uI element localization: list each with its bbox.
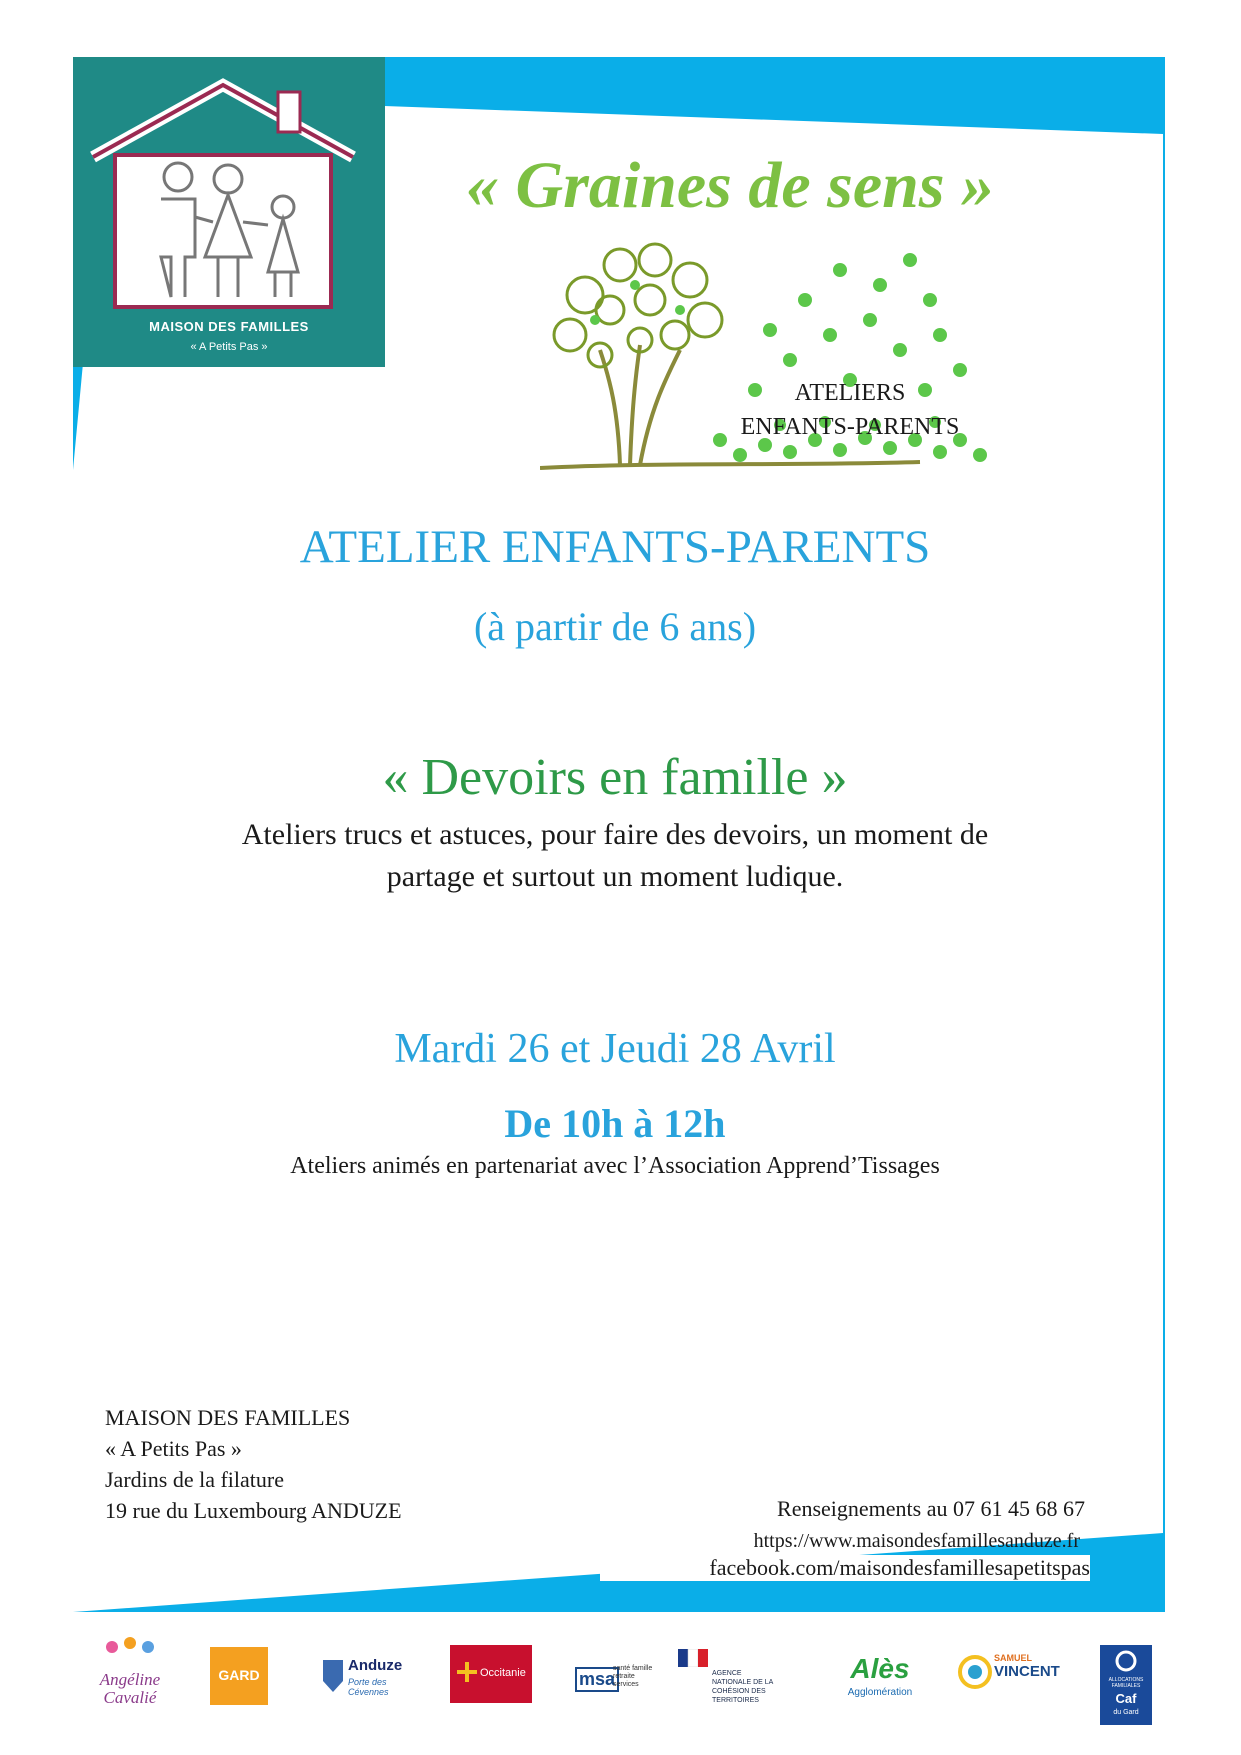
vincent-text: VINCENT bbox=[994, 1663, 1060, 1680]
occitan-cross-icon bbox=[456, 1661, 478, 1683]
ales-logo bbox=[830, 1653, 930, 1705]
partner-note: Ateliers animés en partenariat avec l’Association Apprend’Tissages bbox=[290, 1153, 940, 1179]
address-line3: Jardins de la filature bbox=[105, 1467, 284, 1492]
anduze-crest-icon bbox=[322, 1659, 344, 1693]
marianne-flag-icon bbox=[678, 1649, 708, 1667]
atelier-heading: ATELIER ENFANTS-PARENTS bbox=[299, 521, 931, 573]
caf-text: Caf bbox=[1115, 1691, 1137, 1706]
occitanie-text: Occitanie bbox=[480, 1667, 526, 1679]
occitanie-logo bbox=[450, 1645, 532, 1703]
angeline-cavalie-logo bbox=[80, 1637, 180, 1717]
anct-logo bbox=[678, 1647, 778, 1709]
ales-subtitle: Agglomération bbox=[847, 1687, 913, 1698]
description-line2: partage et surtout un moment ludique. bbox=[386, 860, 844, 893]
samuel-vincent-logo bbox=[958, 1649, 1068, 1701]
event-time: De 10h à 12h bbox=[504, 1101, 726, 1146]
anduze-text: Anduze bbox=[348, 1657, 403, 1674]
logo-title: MAISON DES FAMILLES bbox=[149, 319, 309, 334]
ales-text: Alès bbox=[850, 1653, 910, 1684]
caf-subtitle: du Gard bbox=[1113, 1709, 1139, 1716]
vincent-top-text: SAMUEL bbox=[994, 1653, 1032, 1663]
tree-illustration bbox=[540, 240, 1000, 490]
description-line1: Ateliers trucs et astuces, pour faire des devoirs, un moment de bbox=[241, 818, 989, 851]
tree-caption-line1: ATELIERS bbox=[794, 380, 906, 406]
contact-phone: Renseignements au 07 61 45 68 67 bbox=[777, 1496, 1085, 1521]
caf-emblem-icon bbox=[1114, 1649, 1138, 1673]
angeline-text: Angéline Cavalié bbox=[99, 1670, 161, 1707]
gard-text: GARD bbox=[218, 1667, 260, 1683]
figures-icon bbox=[100, 1637, 160, 1667]
address-line4: 19 rue du Luxembourg ANDUZE bbox=[105, 1498, 402, 1523]
partner-logos bbox=[60, 1625, 1190, 1745]
caf-top-text: ALLOCATIONS FAMILIALES bbox=[1108, 1677, 1144, 1689]
maison-des-familles-logo bbox=[73, 57, 385, 367]
anduze-subtitle: Porte des Cévennes bbox=[348, 1677, 389, 1697]
runner-icon bbox=[958, 1655, 992, 1689]
house-family-icon bbox=[73, 57, 385, 317]
address-block bbox=[105, 1402, 525, 1526]
caf-logo bbox=[1100, 1645, 1152, 1725]
msa-logo bbox=[575, 1665, 655, 1705]
anct-text: AGENCE NATIONALE DE LA COHÉSION DES TERRITOIRES bbox=[712, 1670, 773, 1704]
workshop-title: « Devoirs en famille » bbox=[382, 749, 848, 806]
address-line2: « A Petits Pas » bbox=[105, 1436, 242, 1461]
tree-caption-line2: ENFANTS-PARENTS bbox=[740, 414, 960, 440]
page-title: « Graines de sens » bbox=[465, 149, 995, 222]
gard-logo bbox=[210, 1647, 268, 1705]
address-line1: MAISON DES FAMILLES bbox=[105, 1405, 351, 1430]
msa-text: msa bbox=[575, 1667, 619, 1692]
age-range: (à partir de 6 ans) bbox=[473, 604, 757, 649]
msa-subtitle: santé famille retraite services bbox=[613, 1665, 653, 1688]
event-dates: Mardi 26 et Jeudi 28 Avril bbox=[394, 1026, 836, 1072]
logo-subtitle: « A Petits Pas » bbox=[190, 341, 268, 353]
contact-website[interactable]: https://www.maisondesfamillesanduze.fr bbox=[753, 1530, 1080, 1552]
anduze-logo bbox=[322, 1655, 422, 1705]
contact-facebook[interactable]: facebook.com/maisondesfamillesapetitspas bbox=[600, 1555, 1090, 1581]
